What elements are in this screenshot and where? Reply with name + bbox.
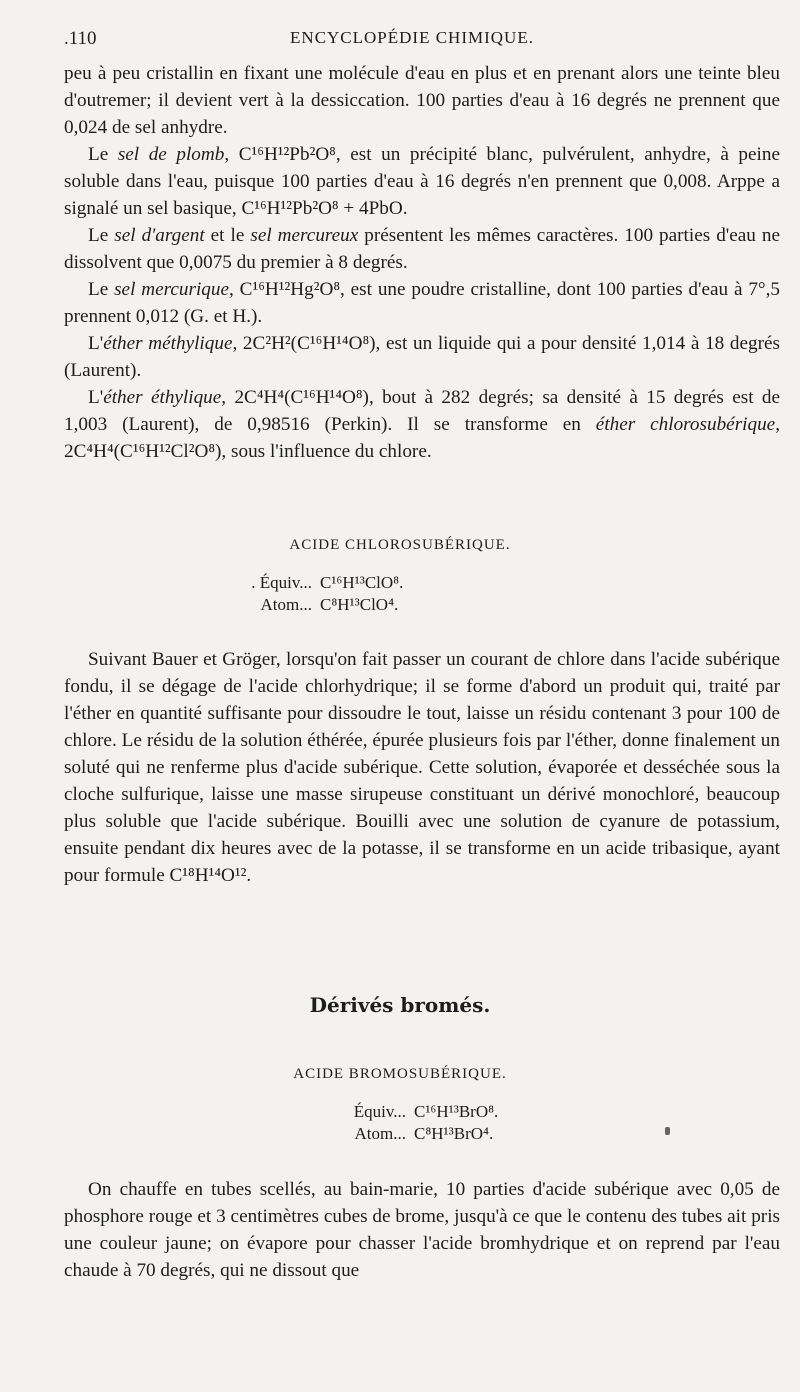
page-number: .110 <box>64 28 97 49</box>
chloro-atom-label: Atom... <box>260 595 312 614</box>
term-ether-chlorosuberique: éther chlorosubérique <box>595 414 776 435</box>
chloro-formulas <box>212 572 403 616</box>
paragraph-cristallin: peu à peu cristallin en fixant une molécule d'eau en plus et en prenant alors une teinte bleu d'outremer; il devient vert à la dessiccation. 100 parties d'eau à 16 degrés ne prennent que 0,024 de sel anhydre. <box>64 63 780 138</box>
paragraph-sel-argent: Le sel d'argent et le sel mercureux présentent les mêmes caractères. 100 parties d'eau ne dissolvent que 0,0075 du premier à 8 degrés. <box>64 225 780 273</box>
paragraph-sel-mercurique: Le sel mercurique, C¹⁶H¹²Hg²O⁸, est une poudre cristalline, dont 100 parties d'eau à 7°,5 prennent 0,012 (G. et H.). <box>64 279 780 327</box>
bromo-equiv-label: Équiv... <box>353 1102 406 1121</box>
chloro-equiv-formula: C¹⁶H¹³ClO⁸. <box>320 573 404 592</box>
paragraph-ether-ethylique: L'éther éthylique, 2C⁴H⁴(C¹⁶H¹⁴O⁸), bout à 282 degrés; sa densité à 15 degrés est de 1,003 (Laurent), de 0,98516 (Perkin). Il se transforme en éther chlorosubérique, 2C⁴H⁴(C¹⁶H¹²Cl²O⁸), sous l'influence du chlore. <box>64 387 780 462</box>
chloro-atom-formula: C⁸H¹³ClO⁴. <box>320 595 399 614</box>
bromo-paragraph: On chauffe en tubes scellés, au bain-marie, 10 parties d'acide subérique avec 0,05 de phosphore rouge et 3 centimètres cubes de brome, jusqu'à ce que le contenu des tubes ait pris une couleur jaune; on évapore pour chasser l'acide bromhydrique et on reprend par l'eau chaude à 70 degrés, qui ne dissout que <box>64 1179 780 1281</box>
term-sel-plomb: sel de plomb <box>117 144 225 165</box>
running-title: ENCYCLOPÉDIE CHIMIQUE. <box>290 28 534 47</box>
chloro-paragraph: Suivant Bauer et Gröger, lorsqu'on fait passer un courant de chlore dans l'acide subérique fondu, il se dégage de l'acide chlorhydrique; il se forme d'abord un produit qui, traité par l'éther en quantité suffisante pour dissoudre le tout, laisse un résidu contenant 3 pour 100 de chlore. Le résidu de la solution éthérée, épurée plusieurs fois par l'éther, donne finalement un soluté qui ne renferme plus d'acide subérique. Cette solution, évaporée et desséchée sous la cloche sulfurique, laisse une masse sirupeuse constituant un dérivé monochloré, beaucoup plus soluble que l'acide subérique. Bouilli avec une solution de cyanure de potassium, ensuite pendant dix heures avec de la potasse, il se transforme en un acide tribasique, ayant pour formule C¹⁸H¹⁴O¹². <box>64 649 780 886</box>
salts-text-block <box>64 60 780 465</box>
term-ether-ethylique: éther éthylique <box>103 387 222 408</box>
paragraph-sel-plomb: Le sel de plomb, C¹⁶H¹²Pb²O⁸, est un précipité blanc, pulvérulent, anhydre, à peine soluble dans l'eau, puisque 100 parties d'eau à 16 degrés n'en prennent que 0,008. Arppe a signalé un sel basique, C¹⁶H¹²Pb²O⁸ + 4PbO. <box>64 144 780 219</box>
bromo-title: ACIDE BROMOSUBÉRIQUE. <box>293 1066 507 1082</box>
term-ether-methylique: éther méthylique <box>103 333 233 354</box>
term-sel-mercureux: sel mercureux <box>250 225 359 246</box>
term-sel-argent: sel d'argent <box>114 225 205 246</box>
term-sel-mercurique: sel mercurique <box>114 279 230 300</box>
bromo-formulas <box>306 1101 498 1145</box>
bromo-atom-formula: C⁸H¹³BrO⁴. <box>414 1124 494 1143</box>
bromo-equiv-formula: C¹⁶H¹³BrO⁸. <box>414 1102 499 1121</box>
chloro-equiv-label: . Équiv... <box>251 573 312 592</box>
bromo-atom-label: Atom... <box>354 1124 406 1143</box>
paragraph-ether-methylique: L'éther méthylique, 2C²H²(C¹⁶H¹⁴O⁸), est un liquide qui a pour densité 1,014 à 18 degrés (Laurent). <box>64 333 780 381</box>
chloro-title: ACIDE CHLOROSUBÉRIQUE. <box>289 537 511 553</box>
ink-speck <box>665 1127 670 1135</box>
page-header <box>64 28 760 54</box>
section-derives-bromes: Dérivés bromés. <box>309 993 491 1017</box>
